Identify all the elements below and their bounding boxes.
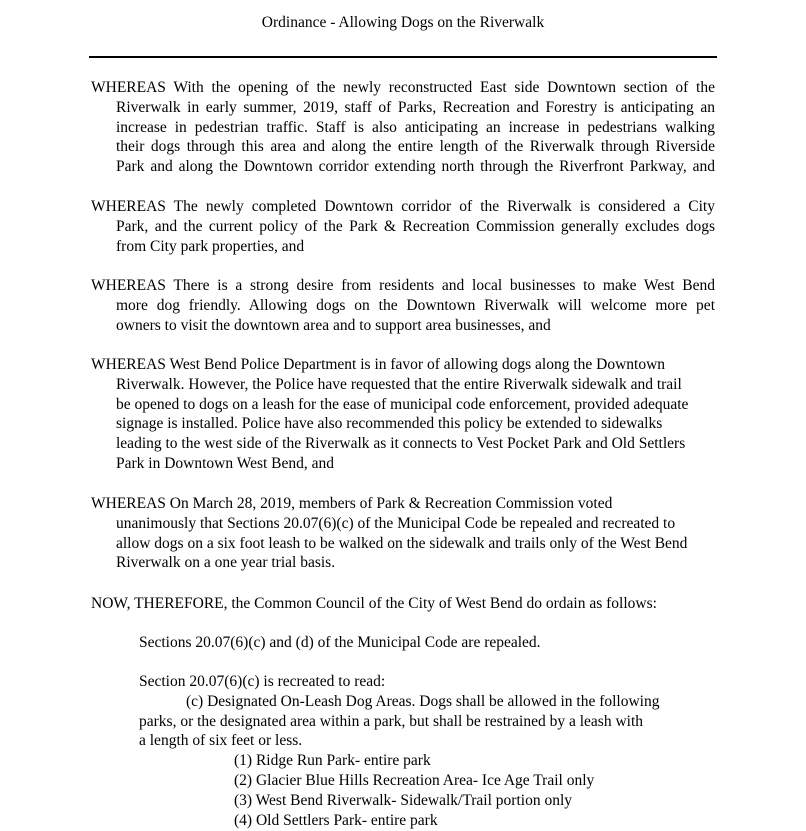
title-divider <box>89 56 717 58</box>
paragraph-line: more dog friendly. Allowing dogs on the Downtown Riverwalk will welcome more pet <box>116 296 715 314</box>
list-item: (3) West Bend Riverwalk- Sidewalk/Trail portion only <box>234 792 572 809</box>
paragraph-line: WHEREAS On March 28, 2019, members of Park & Recreation Commission voted <box>91 495 613 512</box>
list-item: (1) Ridge Run Park- entire park <box>234 752 431 769</box>
section-text-line: (c) Designated On-Leash Dog Areas. Dogs shall be allowed in the following <box>186 692 660 710</box>
paragraph-line: from City park properties, and <box>116 237 305 255</box>
paragraph-line: Park, and the current policy of the Park & Recreation Commission generally excludes dogs <box>116 217 715 235</box>
paragraph-line: WHEREAS There is a strong desire from residents and local businesses to make West Bend <box>91 277 715 294</box>
paragraph-line: WHEREAS The newly completed Downtown corridor of the Riverwalk is considered a City <box>91 198 715 215</box>
section-repealed: Sections 20.07(6)(c) and (d) of the Municipal Code are repealed. <box>139 634 541 651</box>
paragraph-line: allow dogs on a six foot leash to be walked on the sidewalk and trails only of the West Bend <box>116 534 688 552</box>
list-item: (4) Old Settlers Park- entire park <box>234 812 438 829</box>
whereas-paragraph-2 <box>91 197 715 256</box>
section-text-line: parks, or the designated area within a park, but shall be restrained by a leash with <box>139 712 644 730</box>
paragraph-line: NOW, THEREFORE, the Common Council of the City of West Bend do ordain as follows: <box>91 595 657 612</box>
whereas-paragraph-1 <box>91 78 715 177</box>
paragraph-line: Riverwalk on a one year trial basis. <box>116 554 336 572</box>
paragraph-line: WHEREAS West Bend Police Department is in favor of allowing dogs along the Downtown <box>91 356 666 373</box>
paragraph-line: signage is installed. Police have also recommended this policy be extended to sidewalks <box>116 415 663 433</box>
paragraph-line: their dogs through this area and along the entire length of the Riverwalk through Riverside <box>116 138 715 156</box>
paragraph-line: Riverwalk in early summer, 2019, staff of Parks, Recreation and Forestry is anticipating an <box>116 98 715 116</box>
paragraph-line: Park in Downtown West Bend, and <box>116 454 335 472</box>
ordain-statement <box>91 594 715 614</box>
whereas-paragraph-3 <box>91 276 715 335</box>
section-heading: Section 20.07(6)(c) is recreated to read: <box>139 673 386 690</box>
paragraph-line: leading to the west side of the Riverwalk as it connects to Vest Pocket Park and Old Settlers <box>116 435 686 453</box>
paragraph-line: be opened to dogs on a leash for the ease of municipal code enforcement, provided adequate <box>116 395 689 413</box>
paragraph-line: Park and along the Downtown corridor extending north through the Riverfront Parkway, and <box>116 158 715 176</box>
whereas-paragraph-5 <box>91 494 715 573</box>
whereas-paragraph-4 <box>91 355 715 474</box>
paragraph-line: unanimously that Sections 20.07(6)(c) of the Municipal Code be repealed and recreated to <box>116 514 676 532</box>
paragraph-line: increase in pedestrian traffic. Staff is also anticipating an increase in pedestrians walking <box>116 118 715 136</box>
paragraph-line: owners to visit the downtown area and to support area businesses, and <box>116 316 551 334</box>
section-recreated <box>139 672 660 751</box>
section-text-line: a length of six feet or less. <box>139 732 303 750</box>
document-title: Ordinance - Allowing Dogs on the Riverwalk <box>261 14 545 31</box>
list-item: (2) Glacier Blue Hills Recreation Area- Ice Age Trail only <box>234 772 595 789</box>
paragraph-line: WHEREAS With the opening of the newly reconstructed East side Downtown section of the <box>91 79 715 96</box>
paragraph-line: Riverwalk. However, the Police have requested that the entire Riverwalk sidewalk and trail <box>116 375 682 393</box>
